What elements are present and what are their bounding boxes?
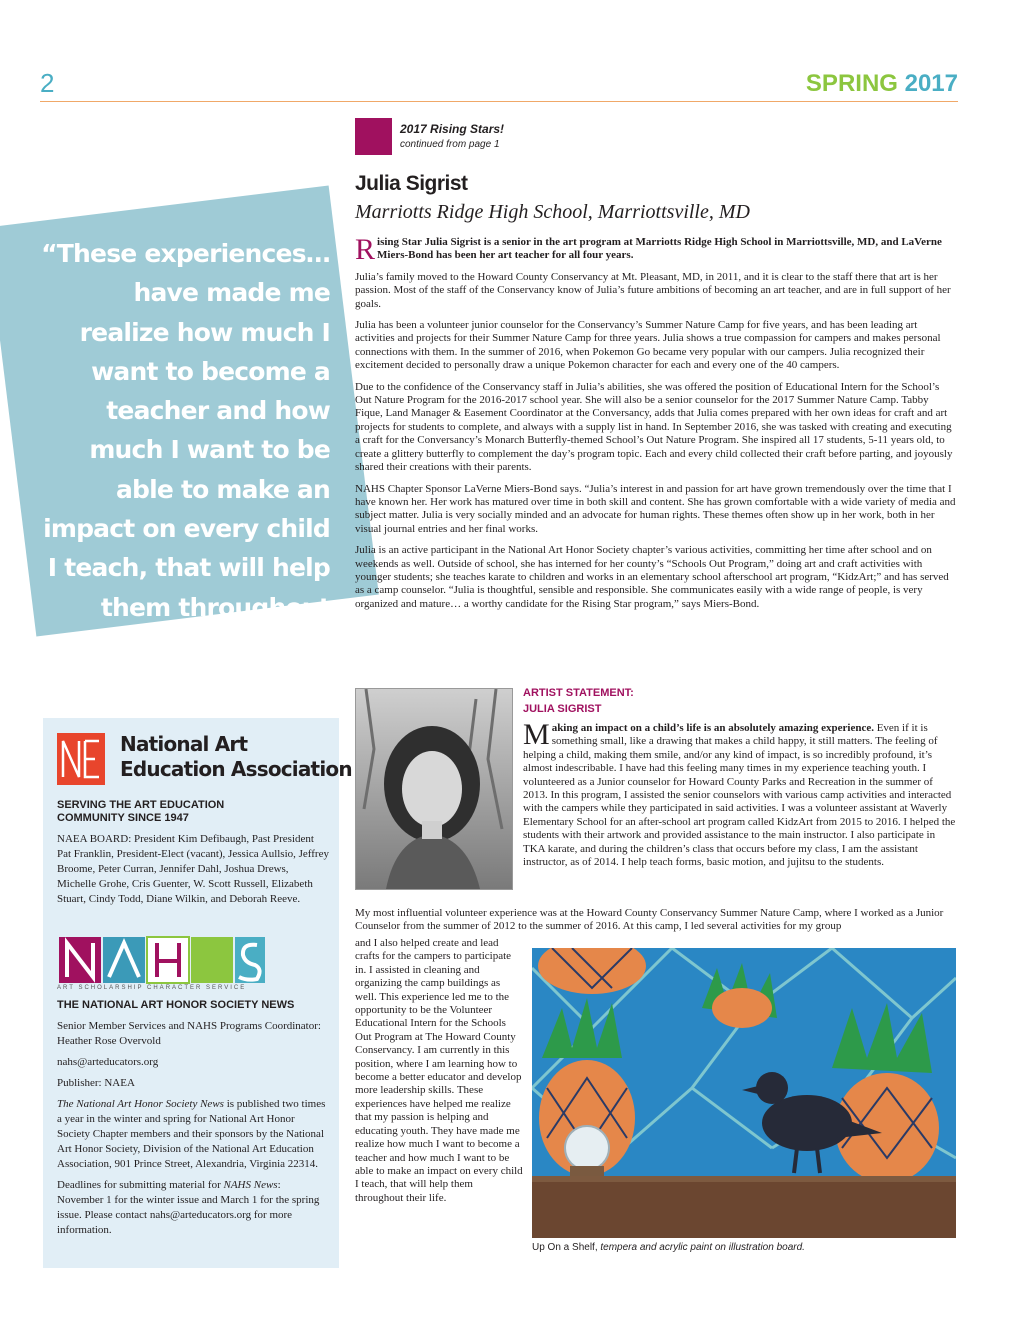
artist-statement-column: and I also helped create and lead crafts for the campers to participate in. I assisted in cleaning and organizing the camp buildings as well. This experience led me to the opportunity to be the Volunteer Educational Intern for the Schools Out Program at The Howard County Conservancy. I am currently in this position, where I am learning how to become a better educator and develop more leadership skills. These experiences have helped me realize that my passion is helping and educating youth. They have made me realize how much I want to become a teacher and how much I want to be able to make an impact on every child I teach, that will help them throughout their life. — [355, 937, 523, 1204]
school-name: Marriotts Ridge High School, Marriottsville, MD — [355, 201, 750, 223]
article-paragraph: Julia has been a volunteer junior counselor for the Conservancy’s Summer Nature Camp for five years, and has been leading art activities and projects for their Summer Nature Camp for three years. Julia shows a true compassion for campers and makes personal connections with them. In the summer of 2016, when Pokemon Go became very popular with our campers. Julia recognized their excitement decided to personally draw a unique Pokemon character for each and every one of the 40 campers. — [355, 319, 941, 372]
publication-info — [57, 1097, 329, 1172]
publication-title: The National Art Honor Society News — [57, 1098, 224, 1110]
artist-statement-lead: aking an impact on a child’s life is an absolutely amazing experience. — [551, 722, 874, 734]
deadlines-pre: Deadlines for submitting material for — [57, 1179, 224, 1191]
artwork-caption — [532, 1242, 805, 1253]
naea-board: NAEA BOARD: President Kim Defibaugh, Past President Pat Franklin, President-Elect (vacant), Jessica Aullsio, Jeffrey Broome, Peter Curran, Jennifer Dahl, Joshua Drews, Michelle Grohe, Cris Guenter, W. Scott Russell, Elizabeth Stuart, Cindy Todd, Diane Wilkin, and Deborah Reeve. — [57, 833, 329, 905]
naea-name-line2: Education Association — [120, 757, 352, 781]
article-paragraph: Julia’s family moved to the Howard County Conservancy at Mt. Pleasant, MD, in 2011, and it is clear to the staff there that art is her passion. Most of the staff of the Conservancy know of Julia’s future ambitions of becoming an art teacher, and are in full support of her goals. — [355, 270, 951, 310]
serving-line2: COMMUNITY SINCE 1947 — [57, 812, 189, 824]
naea-logo-icon — [57, 733, 105, 785]
pull-quote: “These experiences… have made me realize how much I want to become a teacher and how much I want to be able to make an impact on every child I teach, that will help them throughout their life.” — [41, 239, 330, 661]
student-photo — [355, 688, 513, 890]
deadlines-title: NAHS News — [223, 1179, 278, 1191]
serving-line1: SERVING THE ART EDUCATION — [57, 799, 225, 811]
deadlines — [57, 1178, 329, 1238]
article-paragraph: NAHS Chapter Sponsor LaVerne Miers-Bond says. “Julia’s interest in and passion for art have grown tremendously over the time that I have known her. Her work has matured over time in both skill and content. She has grown comfortable with a wide variety of media and subject matter. Julia is very socially minded and an advocate for human rights. These themes often show up in her work, both in her visual journal entries and her final works. — [355, 482, 956, 535]
artist-statement-heading — [523, 685, 634, 717]
publisher: Publisher: NAEA — [57, 1077, 135, 1089]
artwork-painting — [532, 948, 956, 1238]
publication-text: is published two times a year in the winter and spring for National Art Honor Society Chapter members and their sponsors by the National Art Honor Society, Division of the National Art Education Association, 901 Prince Street, Alexandria, Virginia 22314. — [57, 1098, 326, 1170]
drop-cap: M — [523, 718, 550, 751]
artist-statement-body — [523, 718, 957, 869]
artist-statement-heading-line1: ARTIST STATEMENT: — [523, 687, 634, 699]
continued-subtitle: continued from page 1 — [400, 139, 500, 150]
pineapple-right — [832, 1003, 939, 1183]
nahs-logo-icon — [57, 935, 269, 995]
sidebar-info — [57, 1019, 329, 1244]
drop-cap: R — [355, 233, 376, 266]
artist-statement-paragraph: My most influential volunteer experience was at the Howard County Conservancy Summer Nature Camp, where I worked as a Junior Counselor from the summer of 2012 to the summer of 2016. At this camp, I led several activities for my group — [355, 907, 944, 933]
article-paragraph: Julia is an active participant in the National Art Honor Society chapter’s various activities, committing her time after school and on weekends as well. Outside of school, she has interned for her county’s “Schools Out Program,” doing art and craft activities with younger students; she teaches karate to children and works in an elementary school afterschool art program, “KidzArt;” and has served as a camp counselor. “Julia is thoughtful, sensible and responsible. She communicates easily with a wide range of people, is very organized and mature… a worthy candidate for the Rising Star program,” says Miers-Bond. — [355, 544, 949, 610]
serving-statement — [57, 799, 224, 825]
article-lead — [355, 233, 957, 266]
naea-name-line1: National Art — [120, 732, 248, 756]
snow-globe — [565, 1126, 609, 1178]
member-services: Senior Member Services and NAHS Programs Coordinator: Heather Rose Overvold — [57, 1020, 321, 1047]
article-body — [355, 233, 957, 619]
header-rule — [40, 101, 958, 102]
page-number: 2 — [40, 68, 55, 98]
artist-statement-text: Even if it is something small, like a drawing that makes a child happy, it still matters. The feeling of helping a child, making them smile, and/or any kind of impact, is so incredibly profound, it’s almost indescribable. I have had this feeling many times in my experience teaching youth. I volunteered as a Junior counselor for Howard County Parks and Recreation in the summer of 2013. In this program, I assisted the senior counselors with various camp activities and interacted with the campers while they participated in said activities. I was a volunteer assistant at Waverly Elementary School for an after-school art program called KidzArt from 2015 to 2016. I helped the students with their artwork and provided assistance to the main instructor. I also participate in TKA karate, and during the children’s class that occurs before my class, I am the assistant instructor, as of 2014. I help teach forms, basic motion, and jujitsu to the students. — [523, 722, 956, 869]
deadlines-post: : November 1 for the winter issue and March 1 for the spring issue. Please contact nahs@arteducators.org for more information. — [57, 1179, 320, 1236]
naea-name — [120, 732, 352, 782]
artwork-title: Up On a Shelf, — [532, 1242, 598, 1253]
section-marker — [355, 118, 392, 155]
portrait-illustration — [356, 689, 512, 889]
lead-text: ising Star Julia Sigrist is a senior in the art program at Marriotts Ridge High School in Marriottsville, MD, and LaVerne Miers-Bond has been her art teacher for all four years. — [377, 236, 942, 262]
nahs-news-title: THE NATIONAL ART HONOR SOCIETY NEWS — [57, 999, 295, 1011]
painting-illustration — [532, 948, 956, 1238]
artist-statement-heading-line2: JULIA SIGRIST — [523, 703, 602, 715]
nahs-tagline: ART SCHOLARSHIP CHARACTER SERVICE — [57, 985, 247, 991]
contact-email: nahs@arteducators.org — [57, 1056, 159, 1068]
student-name: Julia Sigrist — [355, 172, 468, 195]
issue-label — [806, 70, 958, 98]
continued-title: 2017 Rising Stars! — [400, 122, 505, 136]
issue-season: SPRING — [805, 70, 898, 97]
artwork-media: tempera and acrylic paint on illustration board. — [597, 1242, 805, 1253]
issue-year: 2017 — [904, 70, 958, 97]
article-paragraph: Due to the confidence of the Conservancy staff in Julia’s abilities, she was offered the position of Educational Intern for the School’s Out Nature Program for the 2016-2017 school year. She will also be a senior counselor for the 2017 Summer Nature Camp. Tabby Fique, Land Manager & Easement Coordinator at the Conversancy, adds that Julia comes prepared with her own ideas for craft and art projects for students to complete, and always with a supply list in hand. In September 2016, she was tasked with creating and executing a craft for the Conversancy’s Monarch Butterfly-themed School’s Out Nature Program. She inspired all 17 students, 5-11 years old, to create a glittery butterfly to complement the day’s program topic. Each and every child collected their craft before parting, and joyously shared their creations with their parents. — [355, 380, 953, 474]
